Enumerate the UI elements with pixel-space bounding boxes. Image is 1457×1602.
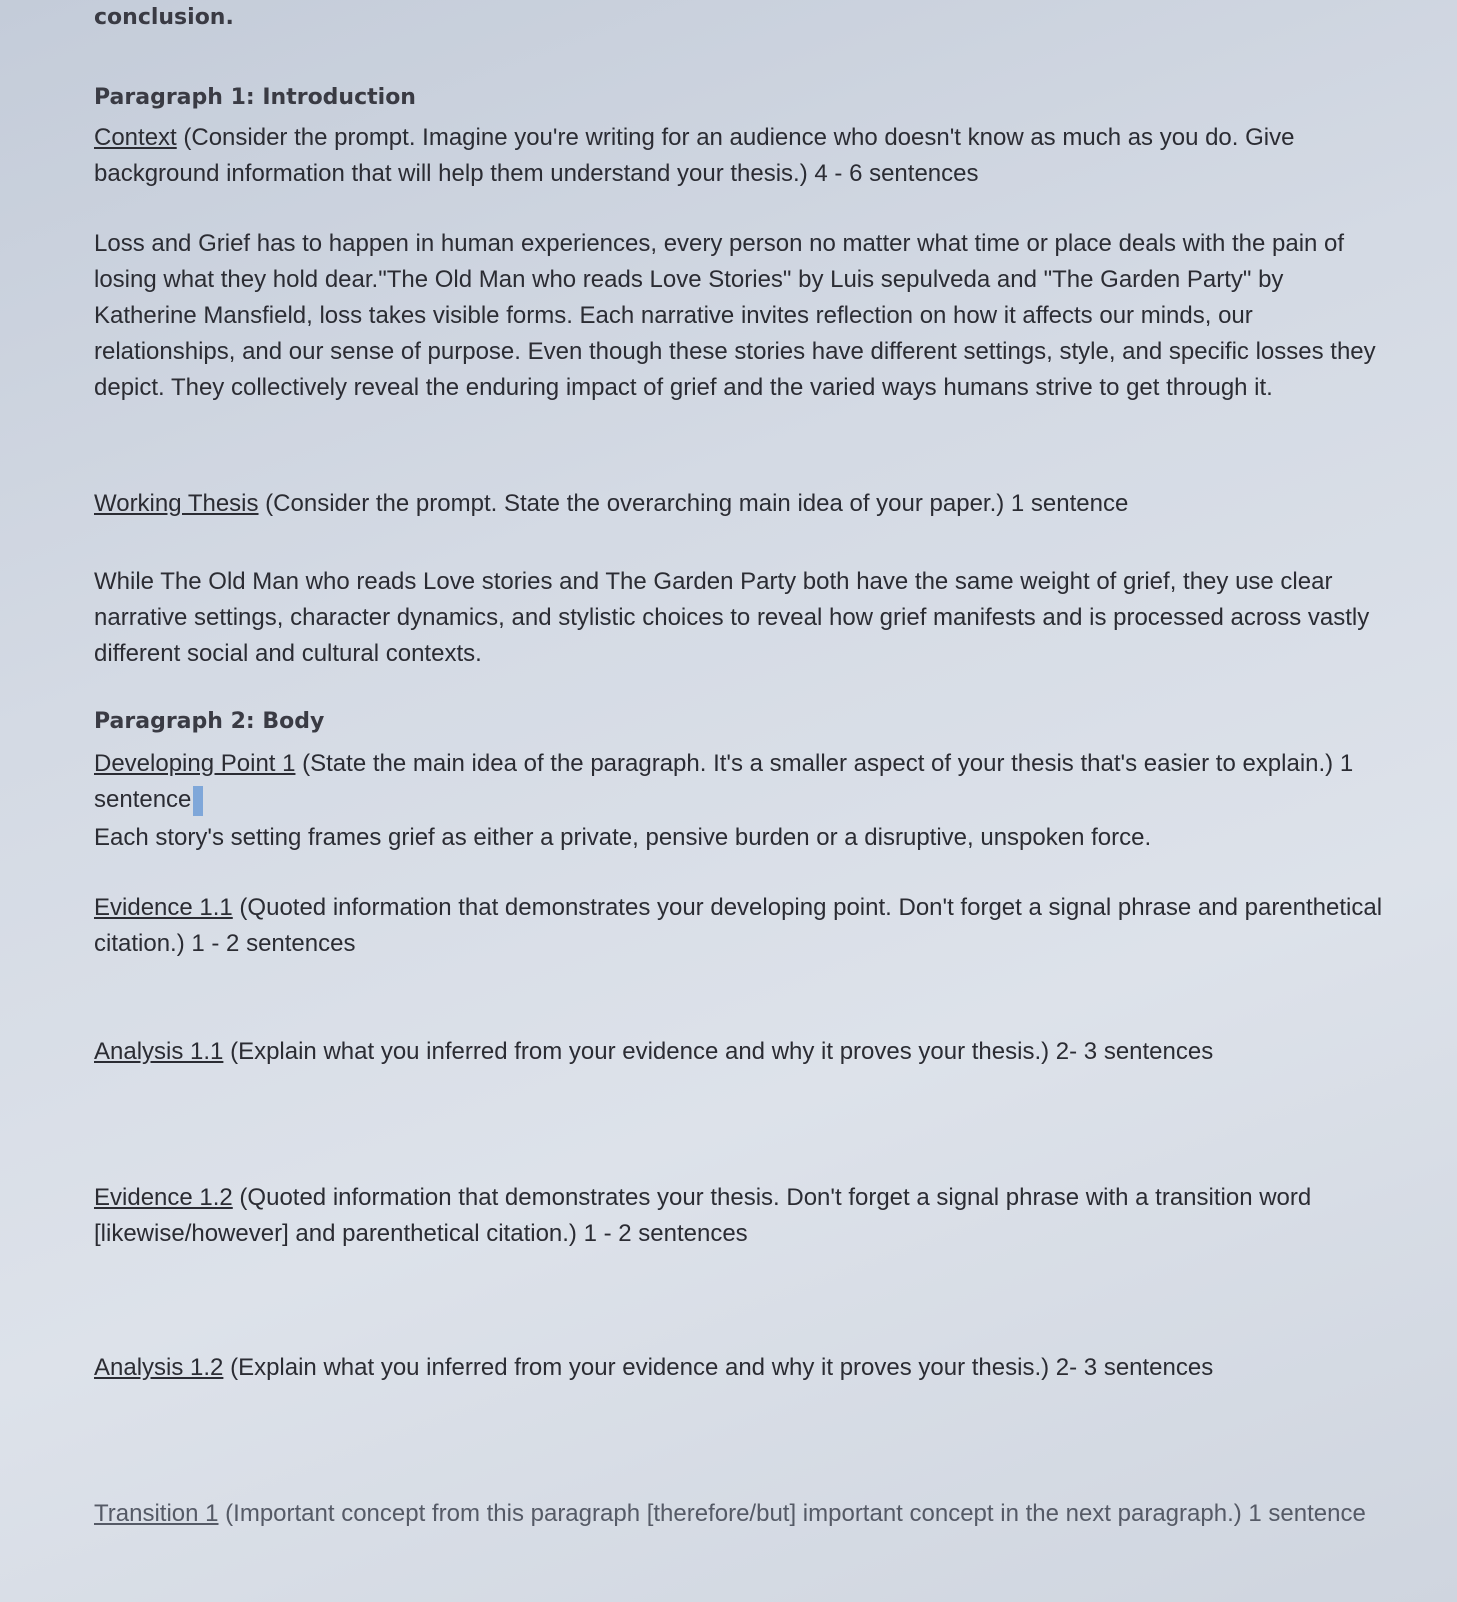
evidence-1-1-label: Evidence 1.1	[94, 894, 233, 921]
context-prompt[interactable]	[94, 120, 1384, 192]
evidence-1-1-instructions: (Quoted information that demonstrates your developing point. Don't forget a signal phrase and parenthetical citation.) 1 - 2 sentences	[94, 894, 1383, 957]
analysis-1-2-instructions: (Explain what you inferred from your evidence and why it proves your thesis.) 2- 3 sentences	[223, 1354, 1214, 1381]
paragraph1-heading: Paragraph 1: Introduction	[94, 85, 416, 110]
analysis-1-1-instructions: (Explain what you inferred from your evidence and why it proves your thesis.) 2- 3 sentences	[223, 1038, 1214, 1065]
evidence-1-2-label: Evidence 1.2	[94, 1184, 233, 1211]
paragraph2-heading: Paragraph 2: Body	[94, 709, 325, 734]
analysis-1-1-label: Analysis 1.1	[94, 1038, 224, 1065]
evidence-1-1-prompt[interactable]	[94, 890, 1384, 962]
thesis-prompt[interactable]	[94, 486, 1384, 522]
transition-1-instructions: (Important concept from this paragraph [therefore/but] important concept in the next paragraph.) 1 sentence	[218, 1500, 1366, 1527]
thesis-answer[interactable]: While The Old Man who reads Love stories and The Garden Party both have the same weight of grief, they use clear narrative settings, character dynamics, and stylistic choices to reveal how grief manifests and is processed across vastly different social and cultural contexts.	[94, 568, 1370, 667]
transition-1-prompt[interactable]	[94, 1496, 1384, 1532]
context-answer[interactable]: Loss and Grief has to happen in human experiences, every person no matter what time or place deals with the pain of losing what they hold dear."The Old Man who reads Love Stories" by Luis sepulveda and "The Garden Party" by Katherine Mansfield, loss takes visible forms. Each narrative invites reflection on how it affects our minds, our relationships, and our sense of purpose. Even though these stories have different settings, style, and specific losses they depict. They collectively reveal the enduring impact of grief and the varied ways humans strive to get through it.	[94, 230, 1376, 401]
analysis-1-2-prompt[interactable]	[94, 1350, 1384, 1386]
thesis-label: Working Thesis	[94, 490, 259, 517]
evidence-1-2-prompt[interactable]	[94, 1180, 1384, 1252]
developing-point-instructions: (State the main idea of the paragraph. It's a smaller aspect of your thesis that's easier to explain.) 1 sentence	[94, 750, 1354, 813]
developing-point-answer[interactable]: Each story's setting frames grief as either a private, pensive burden or a disruptive, unspoken force.	[94, 824, 1152, 851]
context-label: Context	[94, 124, 177, 151]
developing-point-prompt[interactable]	[94, 746, 1384, 818]
context-instructions: (Consider the prompt. Imagine you're writing for an audience who doesn't know as much as you do. Give background information that will help them understand your thesis.) 4 - 6 sentences	[94, 124, 1295, 187]
conclusion-label: conclusion.	[94, 5, 234, 30]
thesis-instructions: (Consider the prompt. State the overarching main idea of your paper.) 1 sentence	[258, 490, 1129, 517]
text-cursor	[193, 786, 203, 816]
developing-point-label: Developing Point 1	[94, 750, 296, 777]
evidence-1-2-instructions: (Quoted information that demonstrates your thesis. Don't forget a signal phrase with a transition word [likewise/however] and parenthetical citation.) 1 - 2 sentences	[94, 1184, 1312, 1247]
transition-1-label: Transition 1	[94, 1500, 219, 1527]
analysis-1-1-prompt[interactable]	[94, 1034, 1384, 1070]
analysis-1-2-label: Analysis 1.2	[94, 1354, 224, 1381]
